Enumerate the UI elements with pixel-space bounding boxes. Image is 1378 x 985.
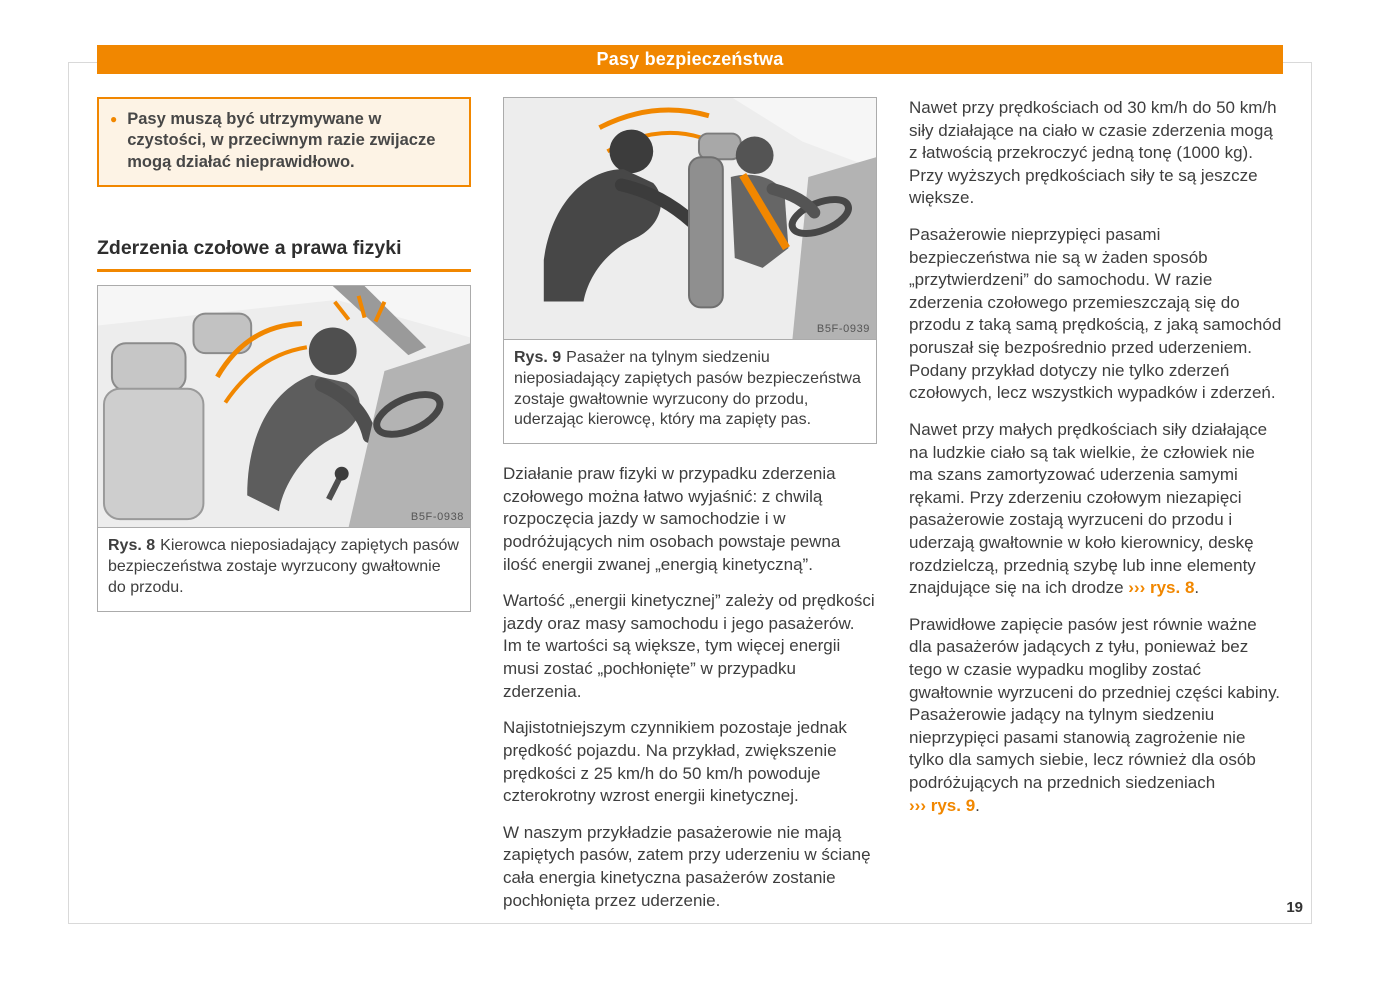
column-right <box>909 97 1283 912</box>
paragraph <box>909 614 1283 817</box>
right-body-text <box>909 97 1283 817</box>
paragraph: Nawet przy prędkościach od 30 km/h do 50 km/h siły działające na ciało w czasie zderzenia mogą z łatwością przekroczyć jedną tonę (1000 kg). Przy wyższych prędkościach siły te są jeszcze większe. <box>909 98 1277 208</box>
manual-page <box>68 49 1312 924</box>
bullet-icon: ● <box>110 112 118 126</box>
paragraph-text: Nawet przy małych prędkościach siły działające na ludzkie ciało są tak wielkie, że człowiek nie ma szans zamortyzować uderzenia samymi rękami. Przy zderzeniu czołowym niezapięci pasażerowie zostają wyrzuceni do przodu i uderzają gwałtownie w koło kierownicy, deskę rozdzielczą, przednią szybę lub inne elementy znajdujące się na ich drodze <box>909 419 1268 598</box>
figure-8-illustration <box>98 286 470 527</box>
paragraph: Pasażerowie nieprzypięci pasami bezpieczeństwa nie są w żaden sposób „przytwierdzeni” do samochodu. W razie zderzenia czołowego przemieszczają się do przodu z taką samą prędkością, z jaką samochód poruszał się bezpośrednio przed uderzeniem. Podany przykład dotyczy nie tylko zderzeń czołowych, lecz wszystkich wypadków i zderzeń. <box>909 225 1282 403</box>
figure-reference-rys-9[interactable] <box>909 796 975 815</box>
reference-arrows-icon: ››› <box>909 795 926 815</box>
figure-reference-rys-8[interactable] <box>1128 578 1194 597</box>
figure-9 <box>503 97 877 444</box>
paragraph-suffix: . <box>975 795 980 815</box>
figure-8-caption-text: Kierowca nieposiadający zapiętych pasów bezpieczeństwa zostaje wyrzucony gwałtownie do przodu. <box>108 537 459 596</box>
note-box <box>97 97 471 187</box>
column-left <box>97 97 471 912</box>
paragraph: Wartość „energii kinetycznej” zależy od prędkości jazdy oraz masy samochodu i jego pasażerów. Im te wartości są większe, tym więcej energii musi zostać „pochłonięte” w przypadku zderzenia. <box>503 591 875 701</box>
paragraph-text: Prawidłowe zapięcie pasów jest równie ważne dla pasażerów jadących z tyłu, ponieważ bez tego w czasie wypadku mogliby zostać gwałtownie wyrzuceni do przedniej części kabiny. Pasażerowie jadący na tylnym siedzeniu nieprzypięci pasami stanowią zagrożenie nie tylko dla samych siebie, lecz również dla osób podróżujących na przednich siedzeniach <box>909 614 1281 793</box>
reference-label: rys. 8 <box>1149 578 1195 598</box>
chapter-title: Pasy bezpieczeństwa <box>596 49 784 69</box>
paragraph-suffix: . <box>1194 578 1200 598</box>
chapter-header-bar <box>97 45 1283 74</box>
figure-9-caption-text: Pasażer na tylnym siedzeniu nieposiadający zapiętych pasów bezpieczeństwa zostaje gwałtownie wyrzucony do przodu, uderzając kierowcę, który ma zapięty pas. <box>514 349 861 429</box>
section-heading: Zderzenia czołowe a prawa fizyki <box>97 237 471 272</box>
page-number: 19 <box>1286 899 1303 916</box>
middle-body-text <box>503 463 877 912</box>
paragraph: Działanie praw fizyki w przypadku zderzenia czołowego można łatwo wyjaśnić: z chwilą rozpoczęcia jazdy w samochodzie i w podróżujących nim osobach powstaje pewna ilość energii zwanej „energią kinetyczną”. <box>503 464 841 574</box>
reference-arrows-icon: ››› <box>1128 578 1146 598</box>
figure-8-image <box>98 286 470 528</box>
note-text: Pasy muszą być utrzymywane w czystości, w przeciwnym razie zwijacze mogą działać nieprawidłowo. <box>127 110 436 171</box>
figure-9-caption <box>504 340 876 443</box>
figure-8-caption-label: Rys. 8 <box>108 537 156 555</box>
content-columns <box>97 97 1283 912</box>
figure-8-caption <box>98 528 470 610</box>
figure-8-code: B5F-0938 <box>410 511 464 524</box>
paragraph: Najistotniejszym czynnikiem pozostaje jednak prędkość pojazdu. Na przykład, zwiększenie prędkości z 25 km/h do 50 km/h powoduje czterokrotny wzrost energii kinetycznej. <box>503 718 847 806</box>
paragraph <box>909 419 1283 600</box>
figure-9-illustration <box>504 98 876 339</box>
figure-9-image <box>504 98 876 340</box>
figure-9-code: B5F-0939 <box>816 323 870 335</box>
figure-9-caption-label: Rys. 9 <box>514 349 562 366</box>
column-middle <box>503 97 877 912</box>
figure-8 <box>97 285 471 611</box>
reference-label: rys. 9 <box>930 795 976 815</box>
paragraph: W naszym przykładzie pasażerowie nie mają zapiętych pasów, zatem przy uderzeniu w ścianę cała energia kinetyczna pasażerów zostanie pochłonięta przez uderzenie. <box>503 822 871 910</box>
